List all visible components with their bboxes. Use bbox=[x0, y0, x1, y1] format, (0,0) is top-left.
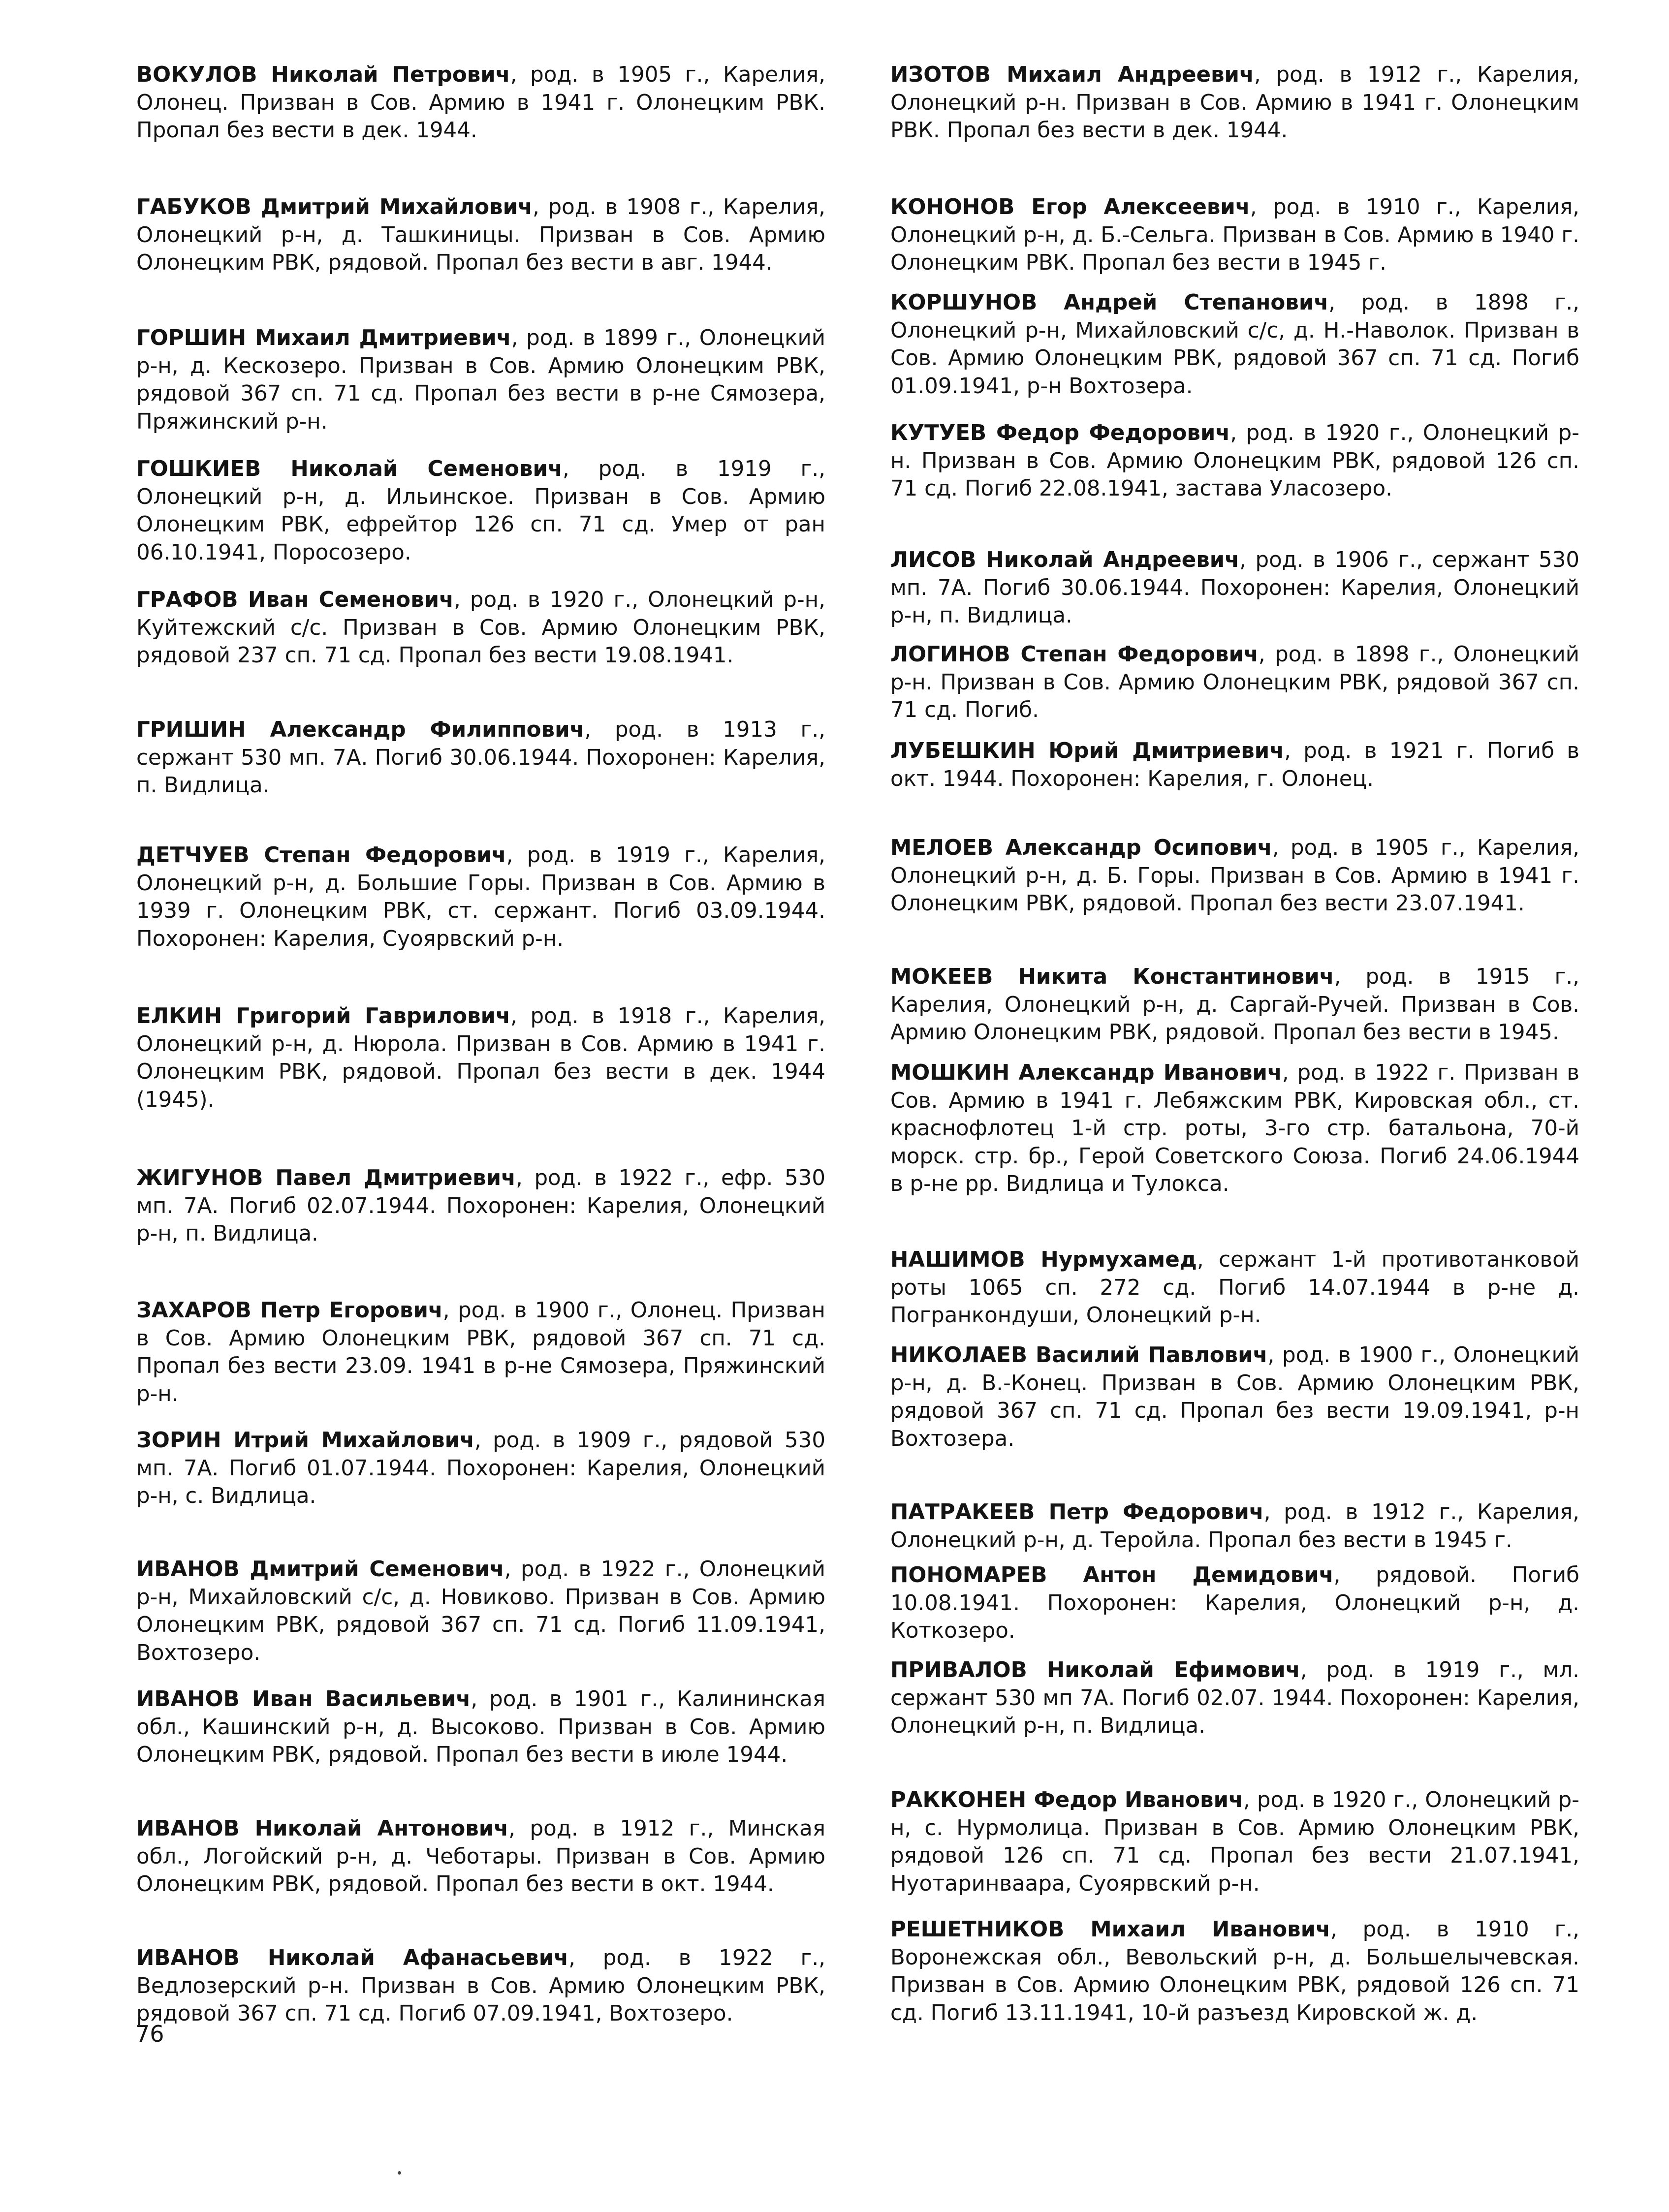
entry-text: , род. в 1922 г., Ведлозерский р-н. Призван в Сов. Армию Олонецким РВК, рядовой 367 сп. 71 сд. Погиб 07.09.1941, Вохтозеро. bbox=[136, 1946, 825, 2026]
list-item bbox=[136, 1944, 825, 2028]
entry-text: , род. в 1900 г., Олонецкий р-н, д. В.-Конец. Призван в Сов. Армию Олонецким РВК, рядовой 367 сп. 71 сд. Пропал без вести 19.09.1941, р-н Вохтозера. bbox=[890, 1343, 1579, 1451]
entry-name: РЕШЕТНИКОВ Михаил Иванович bbox=[890, 1917, 1331, 1942]
list-item bbox=[136, 1815, 825, 1899]
entry-text: , род. в 1912 г., Минская обл., Логойский р-н, д. Чеботары. Призван в Сов. Армию Олонецким РВК, рядовой. Пропал без вести в окт. 1944. bbox=[136, 1816, 825, 1897]
entry-text: , род. в 1910 г., Карелия, Олонецкий р-н, д. Б.-Сельга. Призван в Сов. Армию в 1940 г. Олонецким РВК. Пропал без вести в 1945 г. bbox=[890, 195, 1579, 275]
entry-text: , род. в 1912 г., Карелия, Олонецкий р-н, д. Теройла. Пропал без вести в 1945 г. bbox=[890, 1500, 1579, 1553]
entry-name: НАШИМОВ Нурмухамед bbox=[890, 1247, 1197, 1272]
list-item bbox=[136, 841, 825, 953]
list-item bbox=[136, 1297, 825, 1408]
entry-text: , рядовой. Погиб 10.08.1941. Похоронен: Карелия, Олонецкий р-н, д. Коткозеро. bbox=[890, 1563, 1580, 1643]
list-item bbox=[890, 289, 1579, 400]
entry-name: ЕЛКИН Григорий Гаврилович bbox=[136, 1004, 511, 1028]
list-item bbox=[136, 455, 825, 566]
entry-text: , сержант 1-й противотанковой роты 1065 сп. 272 сд. Погиб 14.07.1944 в р-не д. Погранкондуши, Олонецкий р-н. bbox=[890, 1247, 1579, 1328]
list-item bbox=[136, 716, 825, 800]
print-speck bbox=[398, 2171, 401, 2175]
entry-name: ГРИШИН Александр Филиппович bbox=[136, 717, 585, 742]
list-item bbox=[890, 834, 1579, 918]
entry-name: ИВАНОВ Николай Афанасьевич bbox=[136, 1946, 569, 1970]
entry-name: ГОРШИН Михаил Дмитриевич bbox=[136, 326, 511, 350]
list-item bbox=[136, 1164, 825, 1248]
entry-text: , род. в 1912 г., Карелия, Олонецкий р-н. Призван в Сов. Армию в 1941 г. Олонецким РВК. Пропал без вести в дек. 1944. bbox=[890, 62, 1579, 143]
list-item bbox=[136, 1556, 825, 1667]
entry-name: КУТУЕВ Федор Федорович bbox=[890, 421, 1230, 445]
entry-text: , род. в 1906 г., сержант 530 мп. 7А. Погиб 30.06.1944. Похоронен: Карелия, Олонецкий р-н, п. Видлица. bbox=[890, 548, 1579, 628]
list-item bbox=[890, 641, 1579, 724]
list-item bbox=[136, 61, 825, 145]
list-item bbox=[136, 1427, 825, 1510]
entry-name: НИКОЛАЕВ Василий Павлович bbox=[890, 1343, 1268, 1368]
list-item bbox=[890, 1059, 1579, 1198]
entry-name: ЗОРИН Итрий Михайлович bbox=[136, 1428, 474, 1453]
entry-text: , род. в 1908 г., Карелия, Олонецкий р-н, д. Ташкиницы. Призван в Сов. Армию Олонецким РВК, рядовой. Пропал без вести в авг. 1944. bbox=[136, 195, 825, 275]
list-item bbox=[890, 193, 1579, 277]
entry-name: ГАБУКОВ Дмитрий Михайлович bbox=[136, 195, 533, 219]
entry-text: , род. в 1919 г., Олонецкий р-н, д. Ильинское. Призван в Сов. Армию Олонецким РВК, ефрейтор 126 сп. 71 сд. Умер от ран 06.10.1941, Поросозеро. bbox=[136, 457, 825, 565]
list-item bbox=[136, 586, 825, 670]
entry-text: , род. в 1918 г., Карелия, Олонецкий р-н, д. Нюрола. Призван в Сов. Армию в 1941 г. Олонецким РВК, рядовой. Пропал без вести в дек. 1944 (1945). bbox=[136, 1004, 825, 1112]
entry-name: ГОШКИЕВ Николай Семенович bbox=[136, 457, 563, 481]
entry-text: , род. в 1921 г. Погиб в окт. 1944. Похоронен: Карелия, г. Олонец. bbox=[890, 739, 1579, 791]
list-item bbox=[890, 1341, 1579, 1453]
entry-name: ВОКУЛОВ Николай Петрович bbox=[136, 62, 510, 87]
list-item bbox=[890, 419, 1579, 503]
entry-name: ИВАНОВ Иван Васильевич bbox=[136, 1687, 471, 1712]
right-column bbox=[890, 0, 1579, 2212]
entry-text: , род. в 1898 г., Олонецкий р-н, Михайловский с/с, д. Н.-Наволок. Призван в Сов. Армию Олонецким РВК, рядовой 367 сп. 71 сд. Погиб 01.09.1941, р-н Вохтозера. bbox=[890, 290, 1579, 399]
entry-name: ДЕТЧУЕВ Степан Федорович bbox=[136, 843, 506, 868]
entry-text: , род. в 1898 г., Олонецкий р-н. Призван в Сов. Армию Олонецким РВК, рядовой 367 сп. 71 сд. Погиб. bbox=[890, 642, 1579, 722]
list-item bbox=[136, 324, 825, 436]
entry-text: , род. в 1920 г., Олонецкий р-н, с. Нурмолица. Призван в Сов. Армию Олонецким РВК, рядовой 126 сп. 71 сд. Пропал без вести 21.07.1941, Нуотаринваара, Суоярвский р-н. bbox=[890, 1788, 1579, 1896]
list-item bbox=[890, 963, 1579, 1047]
entry-name: МОКЕЕВ Никита Константинович bbox=[890, 965, 1334, 989]
entry-name: ЛИСОВ Николай Андреевич bbox=[890, 548, 1240, 572]
entry-text: , род. в 1901 г., Калининская обл., Кашинский р-н, д. Высоково. Призван в Сов. Армию Олонецким РВК, рядовой. Пропал без вести в июле 1944. bbox=[136, 1687, 825, 1767]
entry-text: , род. в 1922 г. Призван в Сов. Армию в 1941 г. Лебяжским РВК, Кировская обл., ст. краснофлотец 1-й стр. роты, 3-го стр. батальона, 70-й морск. стр. бр., Герой Советского Союза. Погиб 24.06.1944 в р-не рр. Видлица и Тулокса. bbox=[890, 1060, 1579, 1196]
list-item bbox=[890, 737, 1579, 793]
entry-text: , род. в 1920 г., Олонецкий р-н. Призван в Сов. Армию Олонецким РВК, рядовой 126 сп. 71 сд. Погиб 22.08.1941, застава Уласозеро. bbox=[890, 421, 1579, 501]
entry-text: , род. в 1905 г., Карелия, Олонец. Призван в Сов. Армию в 1941 г. Олонецким РВК. Пропал без вести в дек. 1944. bbox=[136, 62, 825, 143]
entry-text: , род. в 1899 г., Олонецкий р-н, д. Кескозеро. Призван в Сов. Армию Олонецким РВК, рядовой 367 сп. 71 сд. Пропал без вести в р-не Сямозера, Пряжинский р-н. bbox=[136, 326, 825, 434]
entry-name: ГРАФОВ Иван Семенович bbox=[136, 588, 454, 612]
entry-name: ПОНОМАРЕВ Антон Демидович bbox=[890, 1563, 1334, 1588]
entry-text: , род. в 1919 г., мл. сержант 530 мп 7А. Погиб 02.07. 1944. Похоронен: Карелия, Олонецкий р-н, п. Видлица. bbox=[890, 1658, 1579, 1738]
entry-text: , род. в 1922 г., ефр. 530 мп. 7А. Погиб 02.07.1944. Похоронен: Карелия, Олонецкий р-н, п. Видлица. bbox=[136, 1166, 825, 1246]
list-item bbox=[890, 1498, 1579, 1554]
left-column bbox=[136, 0, 825, 2212]
entry-text: , род. в 1910 г., Воронежская обл., Вевольский р-н, д. Большелычевская. Призван в Сов. Армию Олонецким РВК, рядовой 126 сп. 71 сд. Погиб 13.11.1941, 10-й разъезд Кировской ж. д. bbox=[890, 1917, 1579, 2025]
entry-name: ИВАНОВ Николай Антонович bbox=[136, 1816, 509, 1841]
entry-name: ПРИВАЛОВ Николай Ефимович bbox=[890, 1658, 1300, 1682]
list-item bbox=[136, 193, 825, 277]
entry-text: , род. в 1920 г., Олонецкий р-н, Куйтежский с/с. Призван в Сов. Армию Олонецким РВК, рядовой 237 сп. 71 сд. Пропал без вести 19.08.1941. bbox=[136, 588, 826, 668]
entry-name: ЛУБЕШКИН Юрий Дмитриевич bbox=[890, 739, 1285, 763]
entry-text: , род. в 1905 г., Карелия, Олонецкий р-н, д. Б. Горы. Призван в Сов. Армию в 1941 г. Олонецким РВК, рядовой. Пропал без вести 23.07.1941. bbox=[890, 836, 1580, 916]
list-item bbox=[890, 1786, 1579, 1898]
entry-text: , род. в 1913 г., сержант 530 мп. 7А. Погиб 30.06.1944. Похоронен: Карелия, п. Видлица. bbox=[136, 717, 825, 798]
list-item bbox=[890, 1916, 1579, 2027]
entry-name: ПАТРАКЕЕВ Петр Федорович bbox=[890, 1500, 1264, 1525]
entry-name: ЛОГИНОВ Степан Федорович bbox=[890, 642, 1259, 667]
list-item bbox=[890, 1656, 1579, 1740]
list-item bbox=[136, 1685, 825, 1769]
entry-name: ЗАХАРОВ Петр Егорович bbox=[136, 1298, 443, 1323]
list-item bbox=[890, 1246, 1579, 1330]
list-item bbox=[136, 1002, 825, 1114]
entry-name: МЕЛОЕВ Александр Осипович bbox=[890, 836, 1272, 860]
entry-text: , род. в 1919 г., Карелия, Олонецкий р-н, д. Большие Горы. Призван в Сов. Армию в 1939 г. Олонецким РВК, ст. сержант. Погиб 03.09.1944. Похоронен: Карелия, Суоярвский р-н. bbox=[136, 843, 825, 951]
entry-name: ЖИГУНОВ Павел Дмитриевич bbox=[136, 1166, 516, 1190]
list-item bbox=[890, 1561, 1579, 1645]
entry-name: РАККОНЕН Федор Иванович bbox=[890, 1788, 1243, 1812]
entry-name: КОНОНОВ Егор Алексеевич bbox=[890, 195, 1250, 219]
entry-name: ИЗОТОВ Михаил Андреевич bbox=[890, 62, 1254, 87]
entry-name: КОРШУНОВ Андрей Степанович bbox=[890, 290, 1329, 315]
entry-name: ИВАНОВ Дмитрий Семенович bbox=[136, 1557, 504, 1582]
entry-name: МОШКИН Александр Иванович bbox=[890, 1060, 1282, 1085]
list-item bbox=[890, 61, 1579, 145]
entry-text: , род. в 1922 г., Олонецкий р-н, Михайловский с/с, д. Новиково. Призван в Сов. Армию Олонецким РВК, рядовой 367 сп. 71 сд. Погиб 11.09.1941, Вохтозеро. bbox=[136, 1557, 825, 1665]
entry-text: , род. в 1900 г., Олонец. Призван в Сов. Армию Олонецким РВК, рядовой 367 сп. 71 сд. Пропал без вести 23.09. 1941 в р-не Сямозера, Пряжинский р-н. bbox=[136, 1298, 826, 1406]
entry-text: , род. в 1909 г., рядовой 530 мп. 7А. Погиб 01.07.1944. Похоронен: Карелия, Олонецкий р-н, с. Видлица. bbox=[136, 1428, 826, 1508]
page-number: 76 bbox=[135, 2021, 164, 2047]
entry-text: , род. в 1915 г., Карелия, Олонецкий р-н, д. Саргай-Ручей. Призван в Сов. Армию Олонецким РВК, рядовой. Пропал без вести в 1945. bbox=[890, 965, 1579, 1045]
list-item bbox=[890, 546, 1579, 630]
